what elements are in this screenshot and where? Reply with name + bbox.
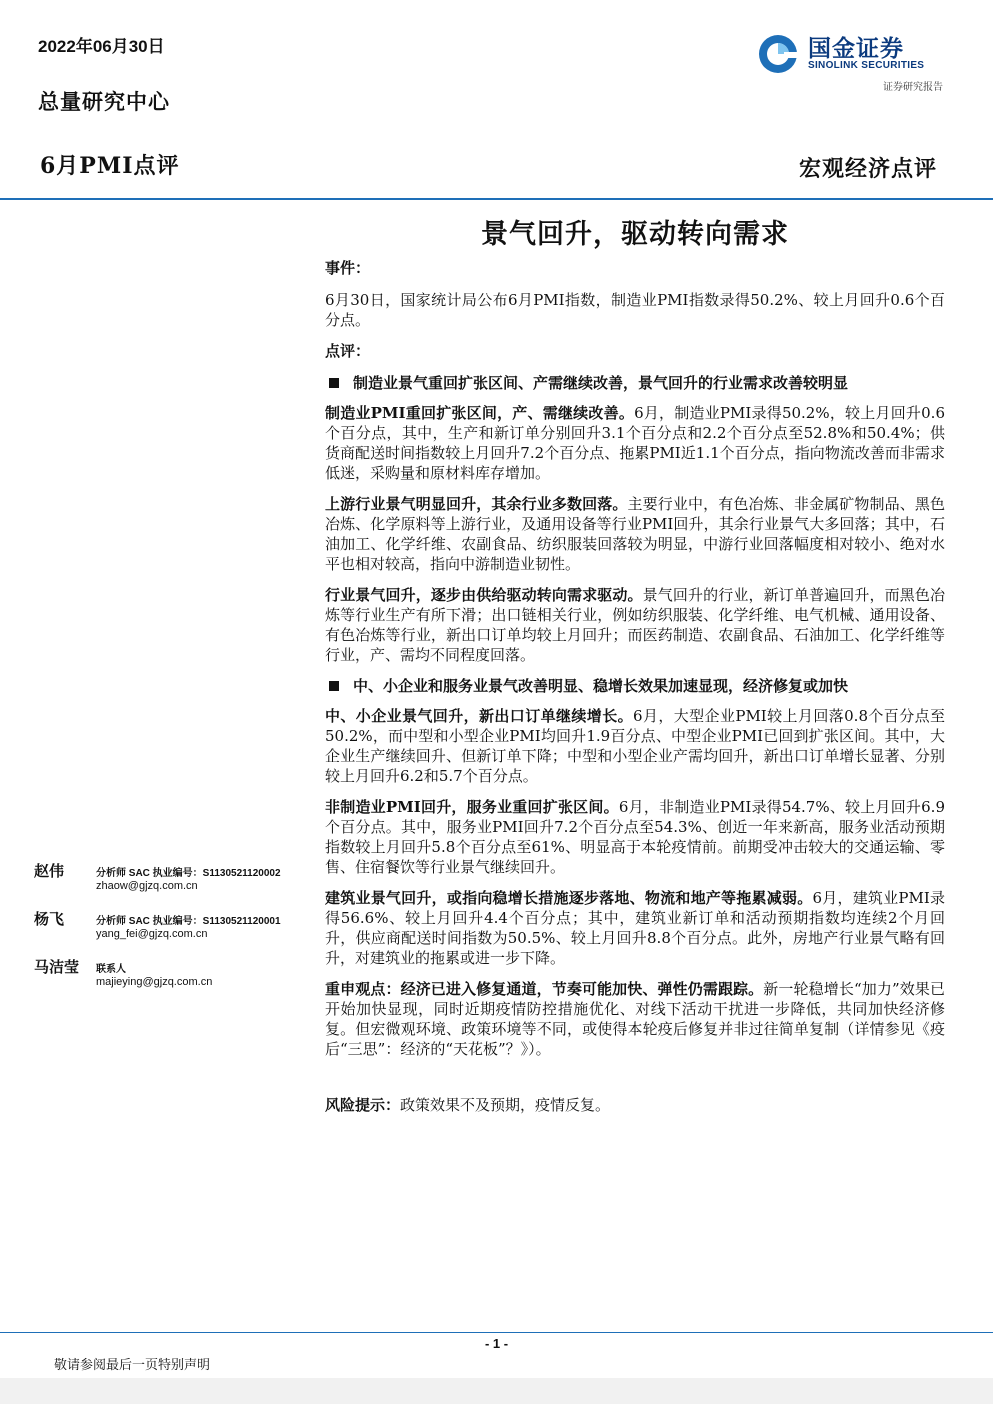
paragraph-text: 6月，制造业PMI录得50.2%，较上月回升0.6个百分点，其中，生产和新订单分别回升3.1个百分点和2.2个百分点至52.8%和50.4%；供货商配送时间指数较上月回升7.2个百分点、拖累PMI近1.1个百分点，指向物流改善而非需求低迷，采购量和原材料库存增加。 — [325, 404, 945, 482]
research-center: 总量研究中心 — [38, 89, 170, 114]
paragraph-lead: 建筑业景气回升，或指向稳增长措施逐步落地、物流和地产等拖累减弱。 — [325, 889, 813, 907]
analyst-email[interactable]: majieying@gjzq.com.cn — [96, 976, 213, 988]
bullet-square-icon — [329, 378, 339, 388]
analyst-email[interactable]: yang_fei@gjzq.com.cn — [96, 928, 208, 940]
analyst-email[interactable]: zhaow@gjzq.com.cn — [96, 880, 198, 892]
report-date: 2022年06月30日 — [38, 37, 165, 56]
section-heading-text: 中、小企业和服务业景气改善明显、稳增长效果加速显现，经济修复或加快 — [353, 677, 849, 695]
report-title: 景气回升，驱动转向需求 — [481, 219, 789, 250]
comment-label: 点评： — [325, 342, 371, 360]
bullet-square-icon — [329, 681, 339, 691]
footer-band — [0, 1378, 993, 1404]
event-label: 事件： — [325, 259, 371, 277]
footer-disclaimer: 敬请参阅最后一页特别声明 — [54, 1358, 211, 1373]
paragraph-text: 6月，大型企业PMI较上月回落0.8个百分点至50.2%，而中型和小型企业PMI均回升1.9百分点、中型企业PMI已回到扩张区间。其中，大企业生产继续回升、但新订单下降；中型和小型企业产需均回升，新出口订单增长显著、分别较上月回升6.2和5.7个百分点。 — [325, 707, 945, 785]
analyst-role: 分析师 SAC 执业编号：S1130521120001 — [96, 916, 281, 927]
analyst-name: 杨飞 — [34, 910, 65, 928]
analyst-role: 联系人 — [96, 964, 126, 975]
section-heading-text: 制造业景气重回扩张区间、产需继续改善，景气回升的行业需求改善较明显 — [353, 374, 849, 392]
paragraph-text: 景气回升的行业，新订单普遍回升，而黑色冶炼等行业生产有所下滑；出口链相关行业，例如纺织服装、化学纤维、电气机械、通用设备、有色冶炼等行业，新出口订单均较上月回升；而医药制造、农副食品、石油加工、化学纤维等行业，产、需均不同程度回落。 — [325, 586, 945, 664]
paragraph-lead: 行业景气回升，逐步由供给驱动转向需求驱动。 — [325, 586, 643, 604]
analyst-name: 赵伟 — [34, 862, 65, 880]
paragraph-lead: 重申观点：经济已进入修复通道，节奏可能加快、弹性仍需跟踪。 — [325, 980, 764, 998]
paragraph-text: 6月，非制造业PMI录得54.7%、较上月回升6.9个百分点。其中，服务业PMI回升7.2个百分点至54.3%、创近一年来新高，服务业活动预期指数较上月回升5.8个百分点至61%、明显高于本轮疫情前。前期受冲击较大的交通运输、零售、住宿餐饮等行业景气继续回升。 — [325, 798, 945, 876]
logo-tagline: 证券研究报告 — [883, 82, 943, 93]
report-body — [325, 258, 945, 1126]
logo-name-en: SINOLINK SECURITIES — [808, 60, 925, 71]
analyst-name: 马洁莹 — [34, 958, 80, 976]
report-type: 宏观经济点评 — [798, 156, 937, 182]
paragraph-sme — [325, 706, 945, 786]
paragraph-services — [325, 797, 945, 877]
report-subtitle: 6月PMI点评 — [40, 153, 180, 179]
paragraph-lead: 中、小企业景气回升，新出口订单继续增长。 — [325, 707, 634, 725]
paragraph-construction — [325, 888, 945, 968]
paragraph-upstream — [325, 494, 945, 574]
analyst-entry — [34, 956, 314, 1004]
section-heading-1 — [325, 373, 945, 393]
analyst-entry — [34, 860, 314, 908]
paragraph-text: 6月，建筑业PMI录得56.6%、较上月回升4.4个百分点；其中，建筑业新订单和活动预期指数均连续2个月回升，供应商配送时间指数为50.5%、较上月回升8.8个百分点。此外，房地产行业景气略有回升，对建筑业的拖累或进一步下降。 — [325, 889, 946, 967]
footer-divider — [0, 1332, 993, 1333]
paragraph-manufacturing — [325, 403, 945, 483]
risk-label: 风险提示： — [325, 1096, 401, 1114]
risk-text: 政策效果不及预期，疫情反复。 — [400, 1096, 611, 1114]
paragraph-text: 新一轮稳增长“加力”效果已开始加快显现，同时近期疫情防控措施优化、对线下活动干扰进一步降低，共同加快经济修复。但宏微观环境、政策环境等不同，或使得本轮疫后修复并非过往简单复制（详情参见《疫后“三思”：经济的“天花板”？》）。 — [325, 980, 945, 1058]
page-number: - 1 - — [484, 1336, 509, 1351]
analyst-entry — [34, 908, 314, 956]
paragraph-viewpoint — [325, 979, 945, 1059]
paragraph-lead: 制造业PMI重回扩张区间，产、需继续改善。 — [325, 404, 635, 422]
analyst-list — [34, 860, 314, 1004]
analyst-role: 分析师 SAC 执业编号：S1130521120002 — [96, 868, 281, 879]
section-heading-2 — [325, 676, 945, 696]
paragraph-lead: 非制造业PMI回升，服务业重回扩张区间。 — [325, 798, 619, 816]
event-paragraph: 6月30日，国家统计局公布6月PMI指数，制造业PMI指数录得50.2%、较上月回升0.6个百分点。 — [325, 291, 945, 329]
risk-warning — [325, 1095, 945, 1115]
paragraph-text: 主要行业中，有色冶炼、非金属矿物制品、黑色冶炼、化学原料等上游行业，及通用设备等行业PMI回升，其余行业景气大多回落；其中，石油加工、化学纤维、农副食品、纺织服装回落较为明显，中游行业回落幅度相对较小、绝对水平也相对较高，指向中游制造业韧性。 — [325, 495, 945, 573]
header-divider — [0, 198, 993, 200]
paragraph-lead: 上游行业景气明显回升，其余行业多数回落。 — [325, 495, 628, 513]
paragraph-demand-driven — [325, 585, 945, 665]
logo-name-cn: 国金证券 — [808, 35, 904, 61]
